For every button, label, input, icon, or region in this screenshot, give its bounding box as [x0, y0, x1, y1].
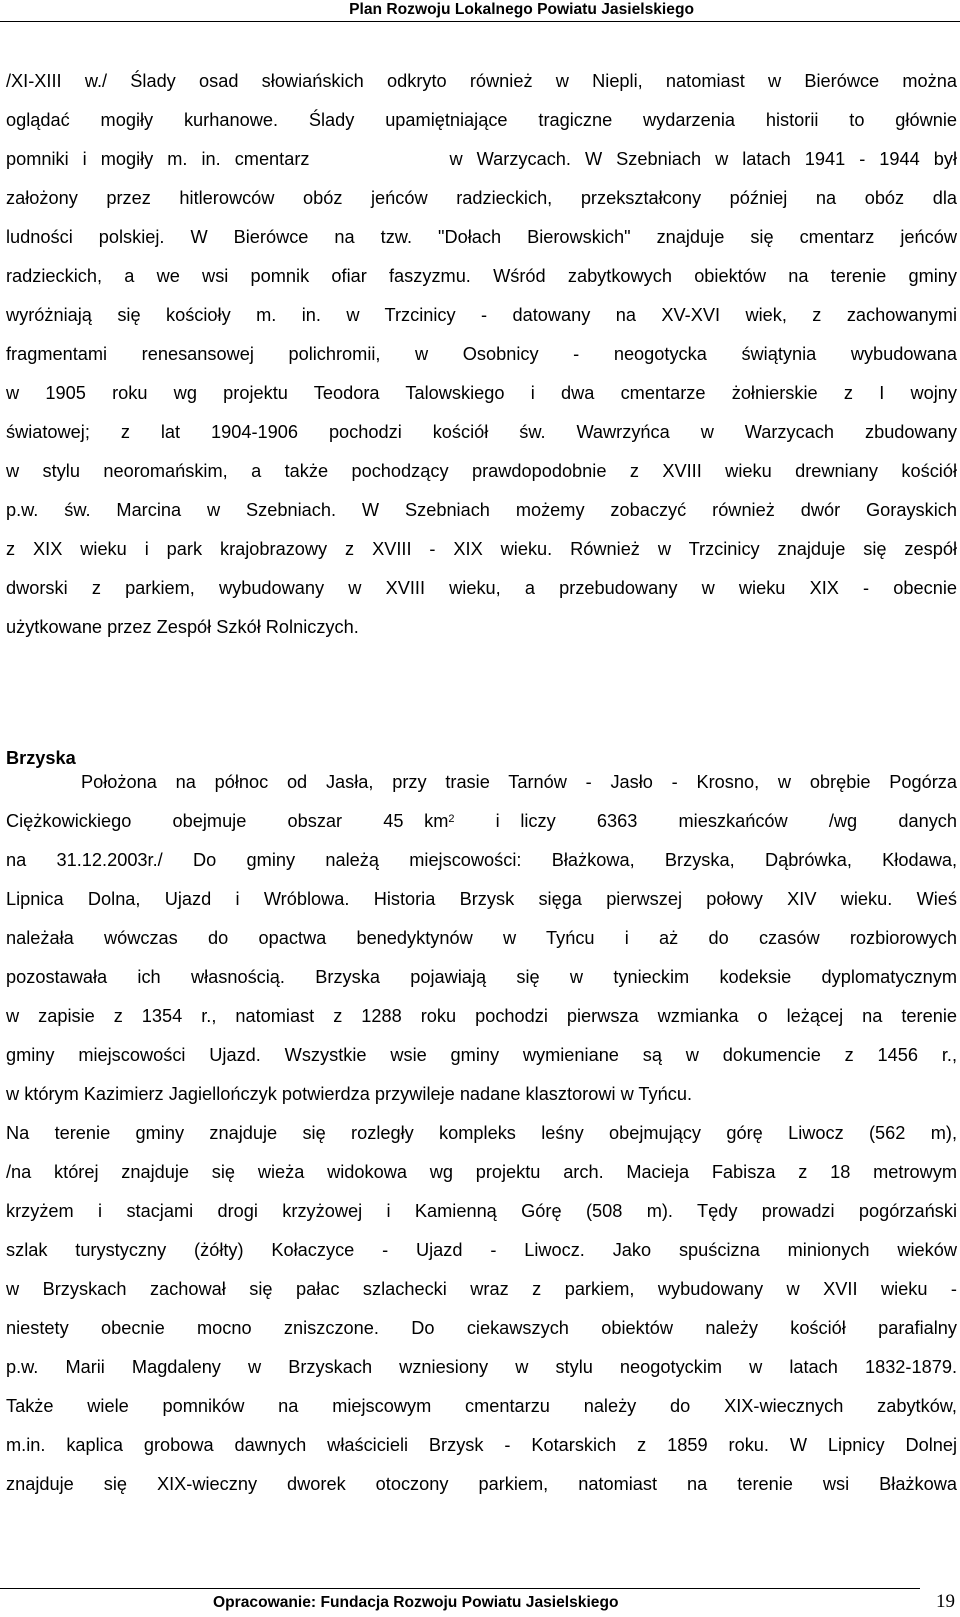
text-line: w Brzyskach zachował się pałac szlachecki wraz z parkiem, wybudowany w XVII wieku - [6, 1279, 957, 1299]
footer-text: Opracowanie: Fundacja Rozwoju Powiatu Jasielskiego [213, 1594, 619, 1611]
text-line: należała wówczas do opactwa benedyktynów w Tyńcu i aż do czasów rozbiorowych [6, 928, 957, 948]
text-line: użytkowane przez Zespół Szkół Rolniczych. [6, 617, 359, 637]
text-line: założony przez hitlerowców obóz jeńców radzieckich, przekształcony później na obóz dla [6, 188, 957, 208]
section-heading: Brzyska [6, 748, 76, 768]
text-line: wyróżniają się kościoły m. in. w Trzcinicy - datowany na XV-XVI wiek, z zachowanymi [6, 305, 957, 325]
text-line: krzyżem i stacjami drogi krzyżowej i Kamienną Górę (508 m). Tędy prowadzi pogórzański [6, 1201, 957, 1221]
text-line: Na terenie gminy znajduje się rozległy kompleks leśny obejmujący górę Liwocz (562 m), [6, 1123, 957, 1143]
text-line: w stylu neoromańskim, a także pochodzący prawdopodobnie z XVIII wieku drewniany kościół [6, 461, 957, 481]
text-line: gminy miejscowości Ujazd. Wszystkie wsie gminy wymieniane są w dokumencie z 1456 r., [6, 1045, 957, 1065]
area-text: Ciężkowickiego obejmuje obszar 45 km [6, 811, 449, 831]
area-superscript: 2 [448, 813, 455, 825]
text-line: szlak turystyczny (żółty) Kołaczyce - Ujazd - Liwocz. Jako spuścizna minionych wieków [6, 1240, 957, 1260]
text-line: m.in. kaplica grobowa dawnych właścicieli Brzysk - Kotarskich z 1859 roku. W Lipnicy Dolnej [6, 1435, 957, 1455]
text-line: na 31.12.2003r./ Do gminy należą miejscowości: Błażkowa, Brzyska, Dąbrówka, Kłodawa, [6, 850, 957, 870]
population-text: i liczy 6363 mieszkańców /wg danych [454, 811, 957, 831]
paragraph-history [6, 62, 957, 647]
text-line: dworski z parkiem, wybudowany w XVIII wieku, a przebudowany w wieku XIX - obecnie [6, 578, 957, 598]
page-header [0, 0, 960, 23]
text-line: w zapisie z 1354 r., natomiast z 1288 roku pochodzi pierwsza wzmianka o leżącej na terenie [6, 1006, 957, 1026]
text-line: z XIX wieku i park krajobrazowy z XVIII - XIX wieku. Również w Trzcinicy znajduje się zespół [6, 539, 957, 559]
text-line: /XI-XIII w./ Ślady osad słowiańskich odkryto również w Niepli, natomiast w Bierówce można [6, 71, 957, 91]
header-title: Plan Rozwoju Lokalnego Powiatu Jasielskiego [349, 1, 694, 18]
paragraph-landmarks [6, 1114, 957, 1504]
text-line: ludności polskiej. W Bierówce na tzw. "Dołach Bierowskich" znajduje się cmentarz jeńców [6, 227, 957, 247]
paragraph-brzyska [6, 763, 957, 1114]
text-line: pomniki i mogiły m. in. cmentarz w Warzycach. W Szebniach w latach 1941 - 1944 był [6, 149, 957, 169]
text-line: w 1905 roku wg projektu Teodora Talowskiego i dwa cmentarze żołnierskie z I wojny [6, 383, 957, 403]
text-line: radzieckich, a we wsi pomnik ofiar faszyzmu. Wśród zabytkowych obiektów na terenie gminy [6, 266, 957, 286]
text-line-area [6, 802, 957, 841]
text-line: znajduje się XIX-wieczny dworek otoczony parkiem, natomiast na terenie wsi Błażkowa [6, 1474, 957, 1494]
header-rule [0, 21, 960, 22]
text-line: oglądać mogiły kurhanowe. Ślady upamiętniające tragiczne wydarzenia historii to głównie [6, 110, 957, 130]
footer-rule [0, 1588, 920, 1589]
text-line: p.w. św. Marcina w Szebniach. W Szebniach możemy zobaczyć również dwór Gorayskich [6, 500, 957, 520]
text-line: światowej; z lat 1904-1906 pochodzi kościół św. Wawrzyńca w Warzycach zbudowany [6, 422, 957, 442]
page-number: 19 [936, 1591, 955, 1612]
text-line: Także wiele pomników na miejscowym cmentarzu należy do XIX-wiecznych zabytków, [6, 1396, 957, 1416]
text-line: fragmentami renesansowej polichromii, w Osobnicy - neogotycka świątynia wybudowana [6, 344, 957, 364]
text-line: pozostawała ich własnością. Brzyska pojawiają się w tynieckim kodeksie dyplomatycznym [6, 967, 957, 987]
text-line: w którym Kazimierz Jagiellończyk potwierdza przywileje nadane klasztorowi w Tyńcu. [6, 1084, 692, 1104]
text-line: niestety obecnie mocno zniszczone. Do ciekawszych obiektów należy kościół parafialny [6, 1318, 957, 1338]
text-line: /na której znajduje się wieża widokowa wg projektu arch. Macieja Fabisza z 18 metrowym [6, 1162, 957, 1182]
text-line: Lipnica Dolna, Ujazd i Wróblowa. Historia Brzysk sięga pierwszej połowy XIV wieku. Wieś [6, 889, 957, 909]
text-line: Położona na północ od Jasła, przy trasie Tarnów - Jasło - Krosno, w obrębie Pogórza [81, 772, 957, 792]
text-line: p.w. Marii Magdaleny w Brzyskach wzniesiony w stylu neogotyckim w latach 1832-1879. [6, 1357, 957, 1377]
